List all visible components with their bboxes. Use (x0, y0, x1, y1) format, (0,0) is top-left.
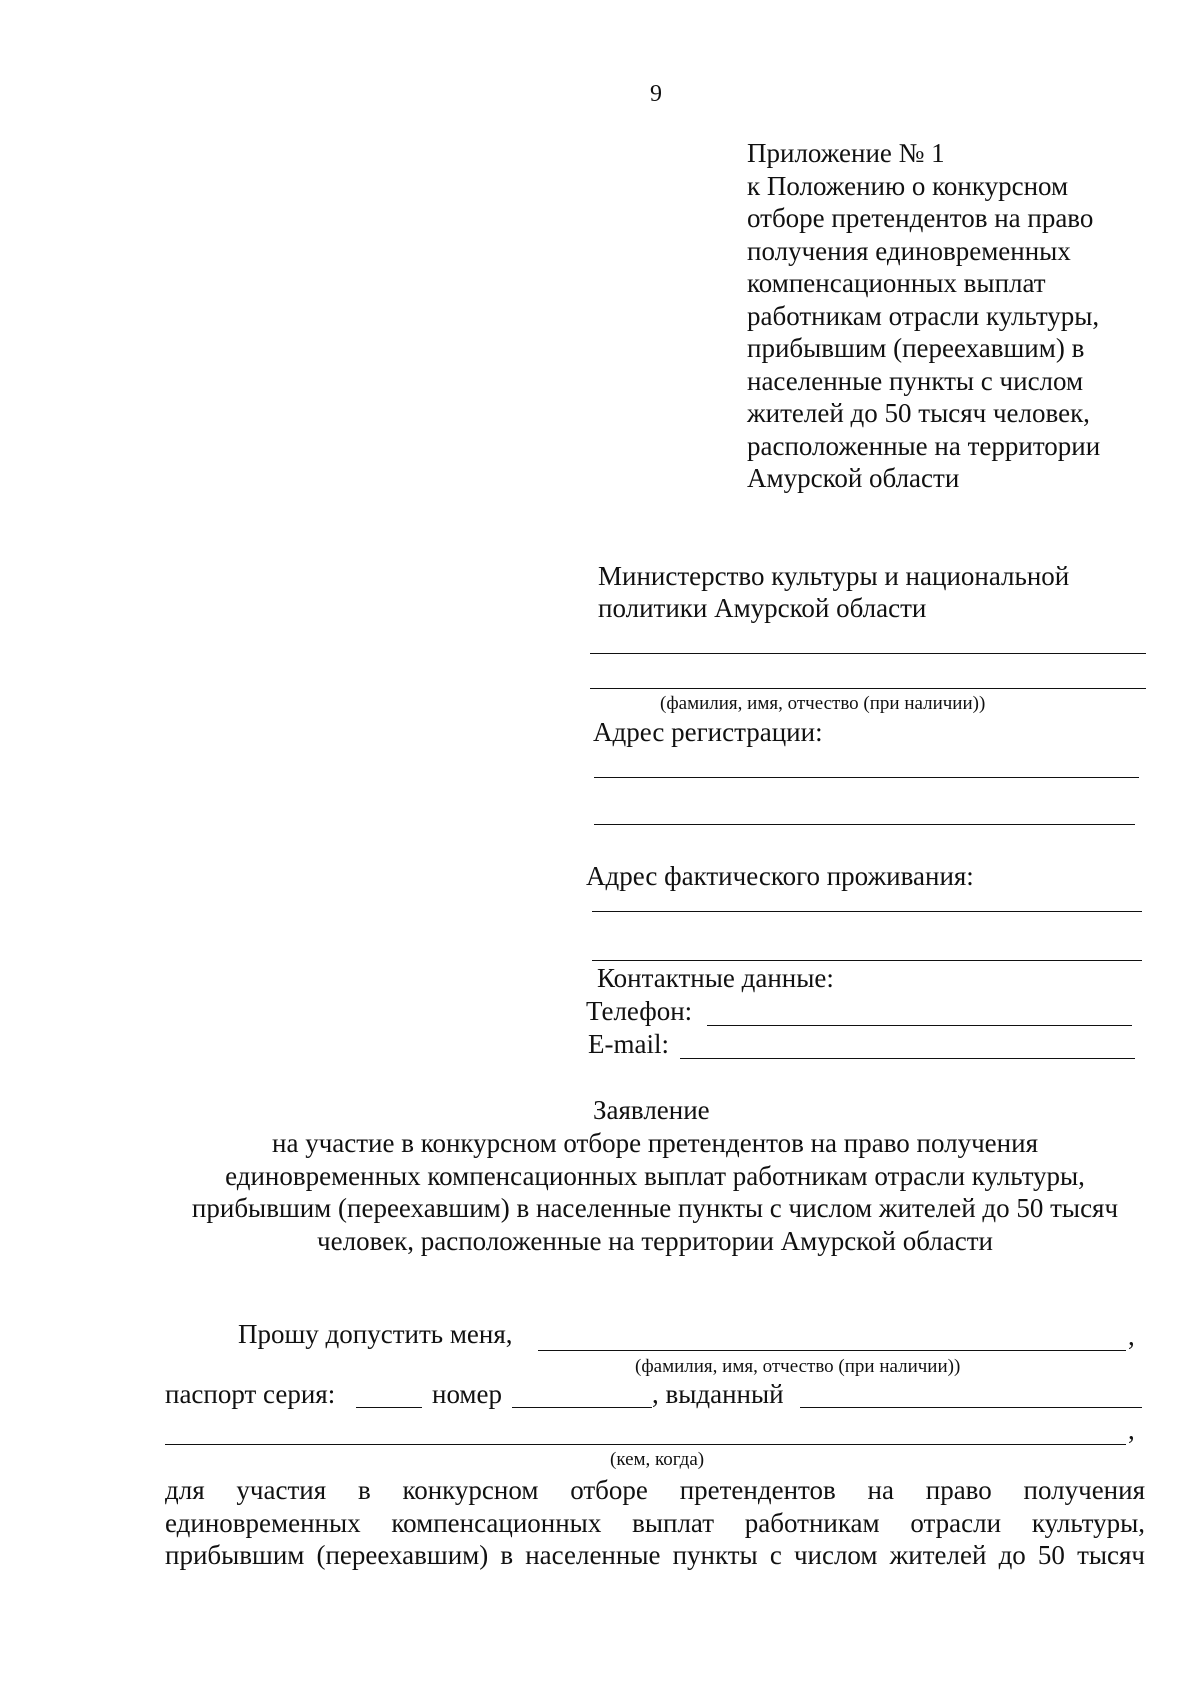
request-fio-hint: (фамилия, имя, отчество (при наличии)) (635, 1356, 961, 1377)
passport-series-label: паспорт серия: (165, 1379, 336, 1409)
appendix-line: к Положению о конкурсном (747, 170, 1069, 201)
fio-blank-line[interactable] (590, 653, 1146, 654)
body-paragraph-line: единовременных компенсационных выплат работникам отрасли культуры, (165, 1507, 1145, 1538)
appendix-line: Приложение № 1 (747, 138, 945, 168)
addressee-line-2: политики Амурской области (598, 593, 927, 623)
page-number: 9 (650, 81, 662, 107)
body-paragraph (165, 1474, 1145, 1572)
appendix-line: расположенные на территории (747, 430, 1101, 461)
contacts-label: Контактные данные: (597, 963, 834, 993)
email-line[interactable] (680, 1058, 1135, 1059)
appendix-line: жителей до 50 тысяч человек, (747, 398, 1090, 428)
appendix-line: Амурской области (747, 463, 960, 493)
reg-address-line[interactable] (594, 777, 1139, 778)
actual-address-line[interactable] (592, 911, 1142, 912)
actual-address-label: Адрес фактического проживания: (586, 861, 974, 891)
statement-subtitle (0, 1127, 1200, 1257)
phone-line[interactable] (707, 1025, 1132, 1026)
appendix-line: получения единовременных (747, 235, 1071, 266)
passport-series-line[interactable] (356, 1407, 422, 1408)
appendix-line: населенные пункты с числом (747, 365, 1084, 396)
email-label: E-mail: (588, 1029, 669, 1059)
issued-hint: (кем, когда) (610, 1449, 705, 1470)
body-paragraph-line: для участия в конкурсном отборе претендентов на право получения (165, 1475, 1145, 1505)
body-paragraph-line: прибывшим (переехавшим) в населенные пункты с числом жителей до 50 тысяч (165, 1540, 1145, 1570)
statement-subtitle-line: прибывшим (переехавшим) в населенные пункты с числом жителей до 50 тысяч (191, 1193, 1119, 1223)
statement-subtitle-line: единовременных компенсационных выплат работникам отрасли культуры, (225, 1160, 1085, 1191)
issued-label: , выданный (652, 1379, 784, 1409)
appendix-line: отборе претендентов на право (747, 203, 1094, 233)
issued-comma: , (1128, 1415, 1135, 1445)
request-comma: , (1128, 1321, 1135, 1351)
phone-label: Телефон: (586, 996, 693, 1026)
appendix-line: компенсационных выплат (747, 268, 1046, 298)
issued-by-line[interactable] (165, 1444, 1126, 1445)
reg-address-label: Адрес регистрации: (593, 717, 823, 747)
issued-line[interactable] (800, 1407, 1142, 1408)
fio-blank-line-2[interactable] (590, 688, 1146, 689)
fio-hint: (фамилия, имя, отчество (при наличии)) (660, 693, 986, 714)
reg-address-line-2[interactable] (594, 824, 1135, 825)
statement-subtitle-line: на участие в конкурсном отборе претендентов на право получения (272, 1128, 1038, 1158)
statement-subtitle-line: человек, расположенные на территории Амурской области (317, 1225, 993, 1256)
appendix-block (747, 137, 1100, 495)
statement-title: Заявление (593, 1095, 710, 1125)
appendix-line: прибывшим (переехавшим) в (747, 333, 1085, 363)
passport-number-line[interactable] (512, 1407, 652, 1408)
passport-number-label: номер (432, 1379, 503, 1409)
addressee-line-1: Министерство культуры и национальной (598, 561, 1070, 591)
request-fio-line[interactable] (538, 1350, 1126, 1351)
actual-address-line-2[interactable] (592, 960, 1142, 961)
request-start: Прошу допустить меня, (238, 1319, 513, 1349)
appendix-line: работникам отрасли культуры, (747, 300, 1100, 331)
